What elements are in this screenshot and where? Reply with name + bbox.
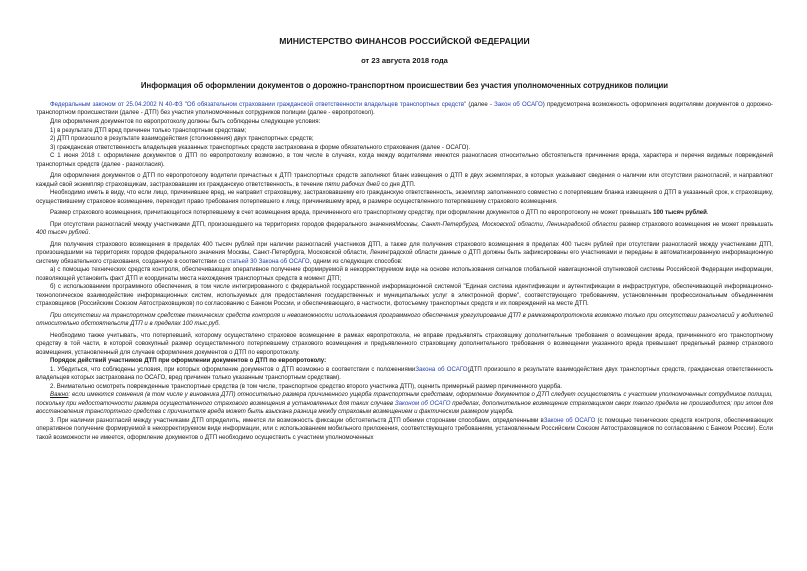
osago-law-link-2[interactable]: Закона об ОСАГО: [415, 365, 468, 373]
important-note: Важно: если имеются сомнения (в том числе у виновника ДТП) относительно размера причиненного ущерба транспортным средствам, оформление документов о ДТП следует осуществлять с участием уполномоченных сотрудников полиции, поскольку при недостаточности размера осуществленного страхового возмещения в установленных для таких случаев Законом об ОСАГО пределах, дополнительное возмещение страховщиком сверх такого предела не производится; при этом для восстановления транспортного средства с причинителя вреда может быть взыскана разница между страховым возмещением и фактическим размером ущерба.: [36, 391, 773, 416]
paragraph-limit: Размер страхового возмещения, причитающегося потерпевшему в счет возмещения вреда, причиненного его транспортному средству, при оформлении документов о ДТП по европротоколу не может превышать 100 тысяч рублей.: [50, 209, 709, 217]
osago-law-link-3[interactable]: Законом об ОСАГО: [394, 399, 451, 407]
paragraph-400k: Для получения страхового возмещения в пределах 400 тысяч рублей при наличии разногласий участников ДТП, а также для получения страхового возмещения в пределах 400 тысяч рублей при отсутствии разногласий между участниками ДТП, произошедшими на территориях городов федерального значения Москвы, Санкт-Петербурга, Московской области, Ленинградской области данные о ДТП должны быть зафиксированы его участниками и переданы в автоматизированную информационную систему обязательного страхования, созданную в соответствии со статьей 30 Закона об ОСАГО, одним из следующих способов:: [36, 240, 773, 265]
paragraph-notice-form: Для оформления документов о ДТП по европротоколу водители причастных к ДТП транспортных средств заполняют бланк извещения о ДТП в двух экземплярах, в которых указывают сведения о наличии или отсутствии разногласий, и направляют каждый свой экземпляр страховщикам, застраховавшим их гражданскую ответственность, в течение пяти рабочих дней со дня ДТП.: [36, 172, 773, 188]
step-2: 2. Внимательно осмотреть поврежденные транспортные средства (в том числе, транспортное средство второго участника ДТП), оценить примерный размер причиненного ущерба.: [50, 382, 563, 390]
osago-law-link[interactable]: Закон об ОСАГО: [494, 101, 543, 108]
condition-3: 3) гражданская ответственность владельцев указанных транспортных средств застрахована в форме обязательного страхования (далее - ОСАГО).: [50, 143, 471, 151]
paragraph-june-2018: С 1 июня 2018 г. оформление документов о ДТП по европротоколу возможно, в том числе в случаях, когда между водителями имеются разногласия относительно обстоятельств причинения вреда, характера и перечня видимых повреждений транспортных средств (далее - разногласия).: [36, 152, 773, 168]
condition-2: 2) ДТП произошло в результате взаимодействия (столкновения) двух транспортных средств;: [50, 135, 314, 143]
method-b: б) с использованием программного обеспечения, в том числе интегрированного с федеральной государственной информационной системой "Единая система идентификации и аутентификации в инфраструктуре, обеспечивающей информационно-технологическое взаимодействие информационных систем, используемых для предоставления государственных и муниципальных услуг в электронной форме", соответствующего требованиям, установленным профессиональным объединением страховщиков (Российским Союзом Автостраховщиков) по согласованию с Банком России, и обеспечивающего, в частности, фотосъемку транспортных средств и их повреждений на месте ДТП.: [36, 283, 773, 308]
document-title: Информация об оформлении документов о дорожно-транспортном происшествии без участия уполномоченных сотрудников полиции: [140, 81, 669, 90]
federal-law-link[interactable]: Федеральным законом от 25.04.2002 N 40-ФЗ "Об обязательном страховании гражданской ответственности владельцев транспортных средств": [50, 101, 467, 108]
paragraph-cities-limit: При отсутствии разногласий между участниками ДТП, произошедшего на территориях городов федерального значенияМосквы, Санкт-Петербурга, Московской области, Ленинградской области размер страхового возмещения не может превышать 400 тысяч рублей.: [36, 220, 773, 237]
ministry-heading: МИНИСТЕРСТВО ФИНАНСОВ РОССИЙСКОЙ ФЕДЕРАЦИИ: [279, 36, 530, 46]
article-30-link[interactable]: статьей 30 Закона об ОСАГО: [226, 257, 310, 265]
method-a: а) с помощью технических средств контроля, обеспечивающих оперативное получение формируемой в некорректируемом виде на основе использования сигналов глобальной навигационной спутниковой системы Российской Федерации информации, позволяющей установить факт ДТП и координаты места нахождения транспортных средств в момент ДТП;: [36, 266, 773, 282]
procedure-title: Порядок действий участников ДТП при оформлении документов о ДТП по европротоколу:: [50, 357, 327, 365]
paragraph-no-extra-claims: Необходимо также учитывать, что потерпевший, которому осуществлено страховое возмещение в рамках европротокола, не вправе предъявлять страховщику дополнительные требования о возмещении вреда, причиненного его транспортному средству в той части, в которой совокупный размер осуществленного потерпевшему страхового возмещения и предъявленного страховщику дополнительного требования о возмещении указанного вреда превышает предельный размер страхового возмещения, установленный для случаев оформления документов о ДТП по европротоколу.: [36, 331, 773, 356]
paragraph-recourse: Необходимо иметь в виду, что если лицо, причинившее вред, не направит страховщику, застраховавшему его гражданскую ответственность, экземпляр заполненного совместно с потерпевшим бланка извещения о ДТП в указанный срок, к страховщику, осуществившему страховое возмещение, переходит право требования потерпевшего к лицу, причинившему вред, в размере осуществленного потерпевшему страхового возмещения.: [36, 189, 773, 205]
paragraph-intro: Федеральным законом от 25.04.2002 N 40-ФЗ "Об обязательном страховании гражданской ответственности владельцев транспортных средств" (далее - Закон об ОСАГО) предусмотрена возможность оформления водителями документов о дорожно-транспортном происшествии (далее - ДТП) без участия уполномоченных сотрудников полиции (далее - европротокол).: [36, 101, 773, 117]
conditions-intro: Для оформления документов по европротоколу должны быть соблюдены следующие условия:: [50, 118, 321, 125]
document-body: [36, 101, 773, 442]
step-3: 3. При наличии разногласий между участниками ДТП определить, имеется ли возможность фиксации обстоятельств ДТП обеими сторонами способами, определенными вЗаконе об ОСАГО (с помощью технических средств контроля, обеспечивающих оперативное получение формируемой в некорректируемом виде информации, или с использованием мобильного приложения, соответствующего требованиям, установленным Российским Союзом Автостраховщиков по согласованию с Банком России). Если такой возможности не имеется, оформление документов о ДТП необходимо осуществить с участием уполномоченных: [36, 416, 774, 441]
important-label: Важно: [50, 391, 69, 399]
paragraph-no-devices: При отсутствии на транспортном средстве технических средств контроля и невозможности использования программного обеспечения урегулирование ДТП в рамкахевропротокола возможно только при отсутствии разногласий у водителей относительно обстоятельств ДТП и в пределах 100 тыс.руб.: [36, 311, 773, 328]
condition-1: 1) в результате ДТП вред причинен только транспортным средствам;: [50, 126, 247, 134]
document-date: от 23 августа 2018 года: [361, 56, 448, 65]
step-1: 1. Убедиться, что соблюдены условия, при которых оформление документов о ДТП возможно в соответствии с положениямиЗакона об ОСАГО(ДТП произошло в результате взаимодействия двух транспортных средств, гражданская ответственность владельцев которых застрахована по ОСАГО, вред причинен только указанным транспортным средствам).: [36, 365, 773, 382]
osago-law-link-4[interactable]: Законе об ОСАГО: [543, 416, 596, 424]
